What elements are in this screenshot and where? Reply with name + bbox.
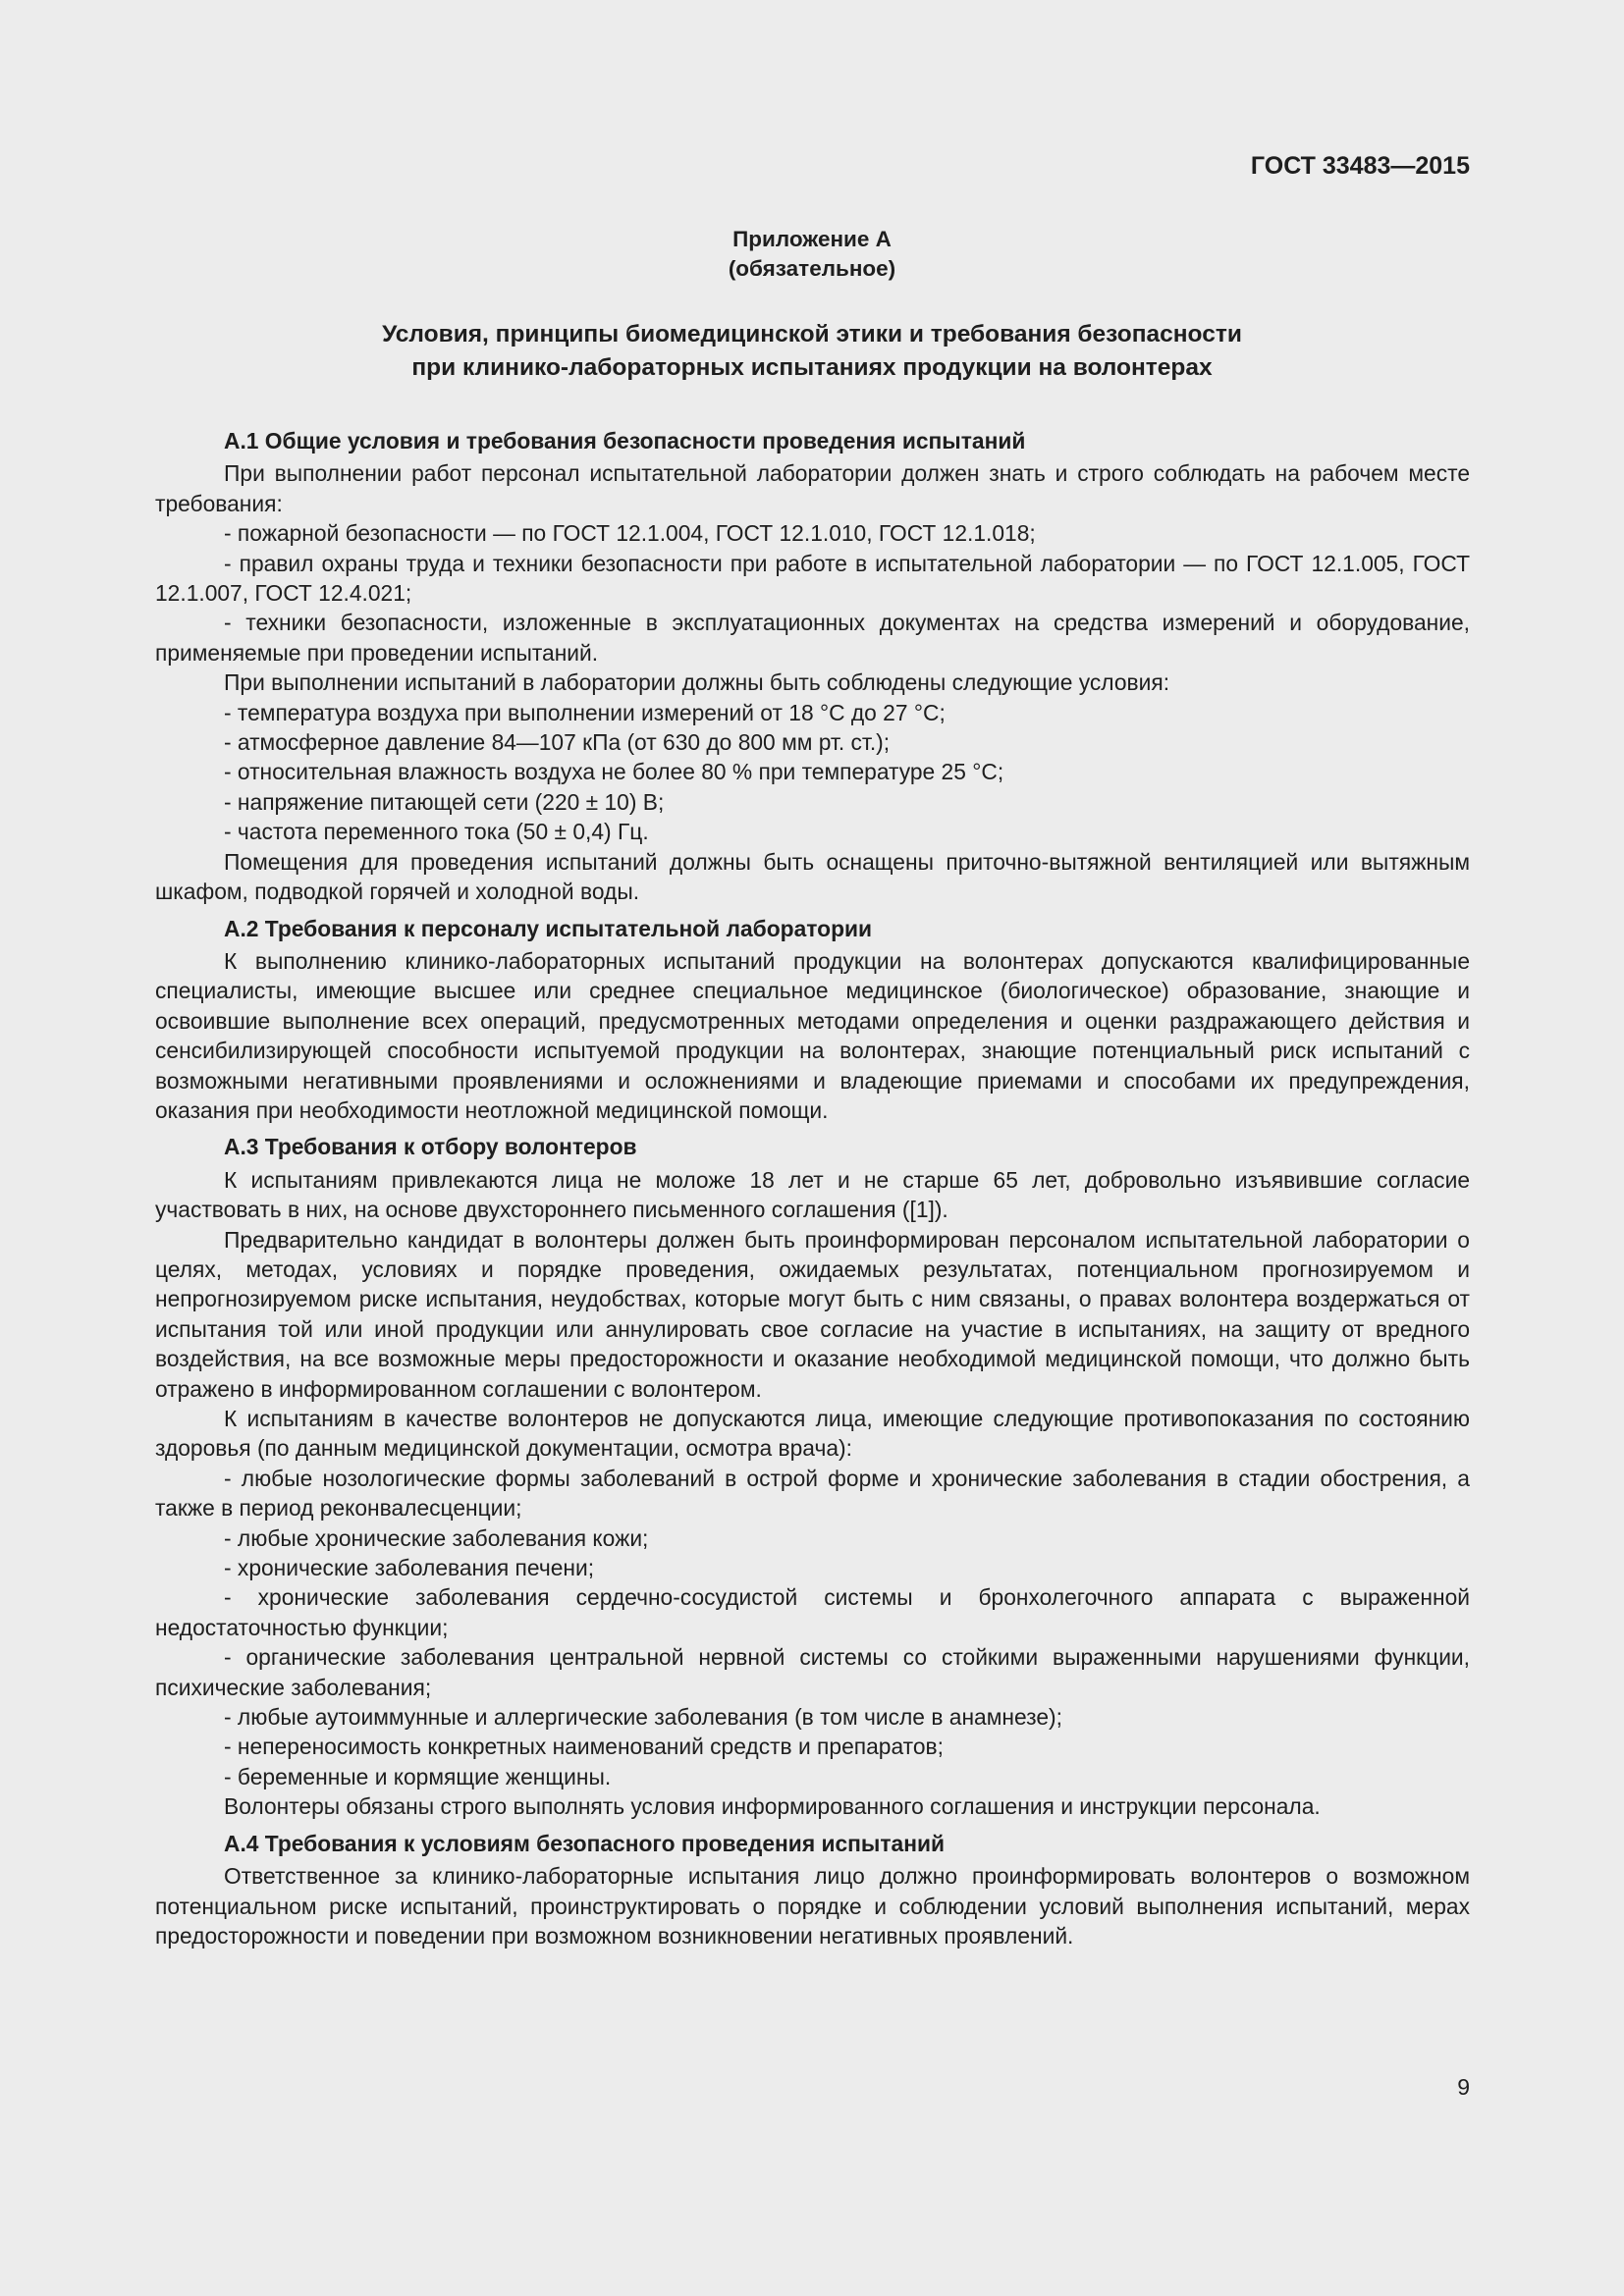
annex-label: Приложение А xyxy=(732,227,892,251)
paragraph: При выполнении испытаний в лаборатории должны быть соблюдены следующие условия: xyxy=(224,669,1170,696)
paragraph: К испытаниям в качестве волонтеров не допускаются лица, имеющие следующие противопоказания по состоянию здоровья (по данным медицинской документации, осмотра врача): xyxy=(155,1406,1470,1462)
list-item: - техники безопасности, изложенные в эксплуатационных документах на средства измерений и оборудование, применяемые при проведении испытаний. xyxy=(155,610,1470,666)
page-number: 9 xyxy=(1457,2074,1470,2100)
list-item: - пожарной безопасности — по ГОСТ 12.1.004, ГОСТ 12.1.010, ГОСТ 12.1.018; xyxy=(224,520,1036,547)
list-item: - хронические заболевания печени; xyxy=(224,1555,595,1581)
document-body xyxy=(155,426,1470,1950)
list-item: - любые хронические заболевания кожи; xyxy=(224,1524,649,1551)
section-heading-a4: А.4 Требования к условиям безопасного проведения испытаний xyxy=(224,1830,946,1856)
list-item: - правил охраны труда и техники безопасности при работе в испытательной лаборатории — по ГОСТ 12.1.005, ГОСТ 12.1.007, ГОСТ 12.4.021; xyxy=(155,550,1470,607)
paragraph: Предварительно кандидат в волонтеры должен быть проинформирован персоналом испытательной лаборатории о целях, методах, условиях и порядке проведения, ожидаемых результатах, потенциальном прогнозируемом и непрогнозируемом риске испытания, неудобствах, которые могут быть с ним связаны, о правах волонтера воздержаться от испытания той или иной продукции или аннулировать свое согласие на участие в испытаниях, на защиту от вредного воздействия, на все возможные меры предосторожности и оказание необходимой медицинской помощи, что должно быть отражено в информированном соглашении с волонтером. xyxy=(155,1226,1470,1402)
paragraph: К выполнению клинико-лабораторных испытаний продукции на волонтерах допускаются квалифицированные специалисты, имеющие высшее или среднее специальное медицинское (биологическое) образование, знающие и освоившие выполнение всех операций, предусмотренных методами определения и оценки раздражающего действия и сенсибилизирующей способности испытуемой продукции на волонтерах, знающие потенциальный риск испытаний с возможными негативными проявлениями и осложнениями и владеющие приемами и способами их предупреждения, оказания при необходимости неотложной медицинской помощи. xyxy=(155,947,1470,1123)
annex-heading xyxy=(154,225,1470,284)
annex-title-line: Условия, принципы биомедицинской этики и требования безопасности xyxy=(382,321,1242,347)
list-item: - непереносимость конкретных наименований средств и препаратов; xyxy=(224,1734,944,1760)
list-item: - напряжение питающей сети (220 ± 10) В; xyxy=(224,788,665,815)
section-heading-a3: А.3 Требования к отбору волонтеров xyxy=(224,1134,637,1160)
list-item: - температура воздуха при выполнении измерений от 18 °С до 27 °С; xyxy=(224,699,946,725)
list-item: - любые аутоиммунные и аллергические заболевания (в том числе в анамнезе); xyxy=(224,1704,1062,1731)
paragraph: Помещения для проведения испытаний должны быть оснащены приточно-вытяжной вентиляцией или вытяжным шкафом, подводкой горячей и холодной воды. xyxy=(155,848,1470,905)
standard-number: ГОСТ 33483—2015 xyxy=(1250,152,1470,180)
paragraph: К испытаниям привлекаются лица не моложе 18 лет и не старше 65 лет, добровольно изъявившие согласие участвовать в них, на основе двухстороннего письменного соглашения ([1]). xyxy=(155,1166,1470,1223)
paragraph: Волонтеры обязаны строго выполнять условия информированного соглашения и инструкции персонала. xyxy=(224,1793,1321,1820)
list-item: - беременные и кормящие женщины. xyxy=(224,1763,612,1789)
list-item: - хронические заболевания сердечно-сосудистой системы и бронхолегочного аппарата с выраженной недостаточностью функции; xyxy=(155,1584,1470,1640)
section-heading-a1: А.1 Общие условия и требования безопасности проведения испытаний xyxy=(224,428,1026,454)
list-item: - органические заболевания центральной нервной системы со стойкими выраженными нарушениями функции, психические заболевания; xyxy=(155,1644,1470,1700)
list-item: - любые нозологические формы заболеваний в острой форме и хронические заболевания в стадии обострения, а также в период реконвалесценции; xyxy=(155,1465,1470,1522)
list-item: - атмосферное давление 84—107 кПа (от 630 до 800 мм рт. ст.); xyxy=(224,729,891,756)
paragraph: При выполнении работ персонал испытательной лаборатории должен знать и строго соблюдать на рабочем месте требования: xyxy=(155,460,1470,516)
annex-title xyxy=(154,318,1470,385)
paragraph: Ответственное за клинико-лабораторные испытания лицо должно проинформировать волонтеров о возможном потенциальном риске испытаний, проинструктировать о порядке и соблюдении условий выполнения испытаний, мерах предосторожности и поведении при возможном возникновении негативных проявлений. xyxy=(155,1863,1470,1949)
section-heading-a2: А.2 Требования к персоналу испытательной лаборатории xyxy=(224,915,873,941)
list-item: - частота переменного тока (50 ± 0,4) Гц. xyxy=(224,819,649,845)
annex-status: (обязательное) xyxy=(728,256,896,281)
annex-title-line: при клинико-лабораторных испытаниях продукции на волонтерах xyxy=(411,354,1213,381)
list-item: - относительная влажность воздуха не более 80 % при температуре 25 °С; xyxy=(224,759,1004,785)
